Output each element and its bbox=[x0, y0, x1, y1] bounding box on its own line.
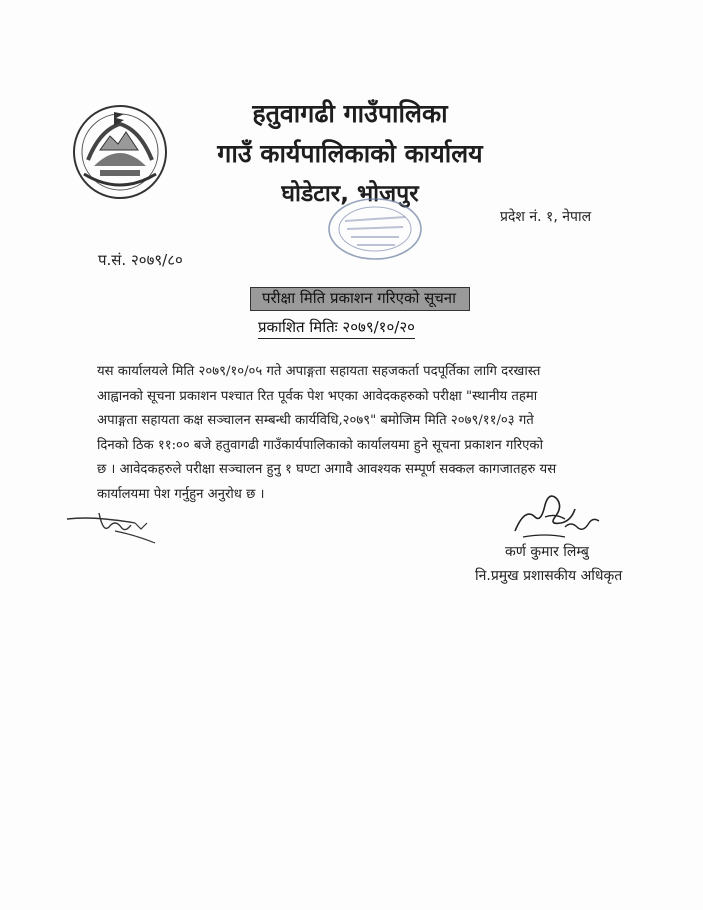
initials-signature-icon bbox=[65, 505, 160, 545]
municipality-name: हतुवागढी गाउँपालिका bbox=[252, 99, 448, 128]
body-line: छ । आवेदकहरुले परीक्षा सञ्चालन हुनु १ घण्टा अगावै आवश्यक सम्पूर्ण सक्कल कागजातहरु यस bbox=[97, 462, 557, 477]
body-line: यस कार्यालयले मिति २०७९/१०/०५ गते अपाङ्गता सहायता सहजकर्ता पदपूर्तिका लागि दरखास्त bbox=[97, 364, 541, 379]
body-line: अपाङ्गता सहायता कक्ष सञ्चालन सम्बन्धी कार्यविधि,२०७९" बमोजिम मिति २०७९/११/०३ गते bbox=[97, 413, 534, 428]
office-name: गाउँ कार्यपालिकाको कार्यालय bbox=[217, 139, 483, 168]
handwritten-signature-icon bbox=[505, 487, 605, 542]
signatory-title: नि.प्रमुख प्रशासकीय अधिकृत bbox=[475, 568, 623, 584]
body-line: दिनको ठिक ११:०० बजे हतुवागढी गाउँकार्यपालिकाको कार्यालयमा हुने सूचना प्रकाशन गरिएको bbox=[97, 437, 543, 453]
province-label: प्रदेश नं. १, नेपाल bbox=[500, 209, 592, 225]
office-stamp-icon bbox=[325, 195, 425, 263]
body-line: कार्यालयमा पेश गर्नुहुन अनुरोध छ । bbox=[97, 486, 265, 502]
reference-number: प.सं. २०७९/८० bbox=[98, 251, 183, 269]
nepal-emblem-icon bbox=[70, 100, 170, 200]
published-date: प्रकाशित मितिः २०७९/१०/२० bbox=[258, 317, 415, 339]
notice-title: परीक्षा मिति प्रकाशन गरिएको सूचना bbox=[261, 289, 457, 307]
signatory-name: कर्ण कुमार लिम्बु bbox=[505, 544, 589, 560]
notice-body bbox=[97, 360, 611, 507]
office-address: घोडेटार, भोजपुर bbox=[281, 181, 419, 207]
body-line: आह्वानको सूचना प्रकाशन पश्चात रित पूर्वक पेश भएका आवेदकहरुको परीक्षा "स्थानीय तहमा bbox=[97, 388, 538, 404]
